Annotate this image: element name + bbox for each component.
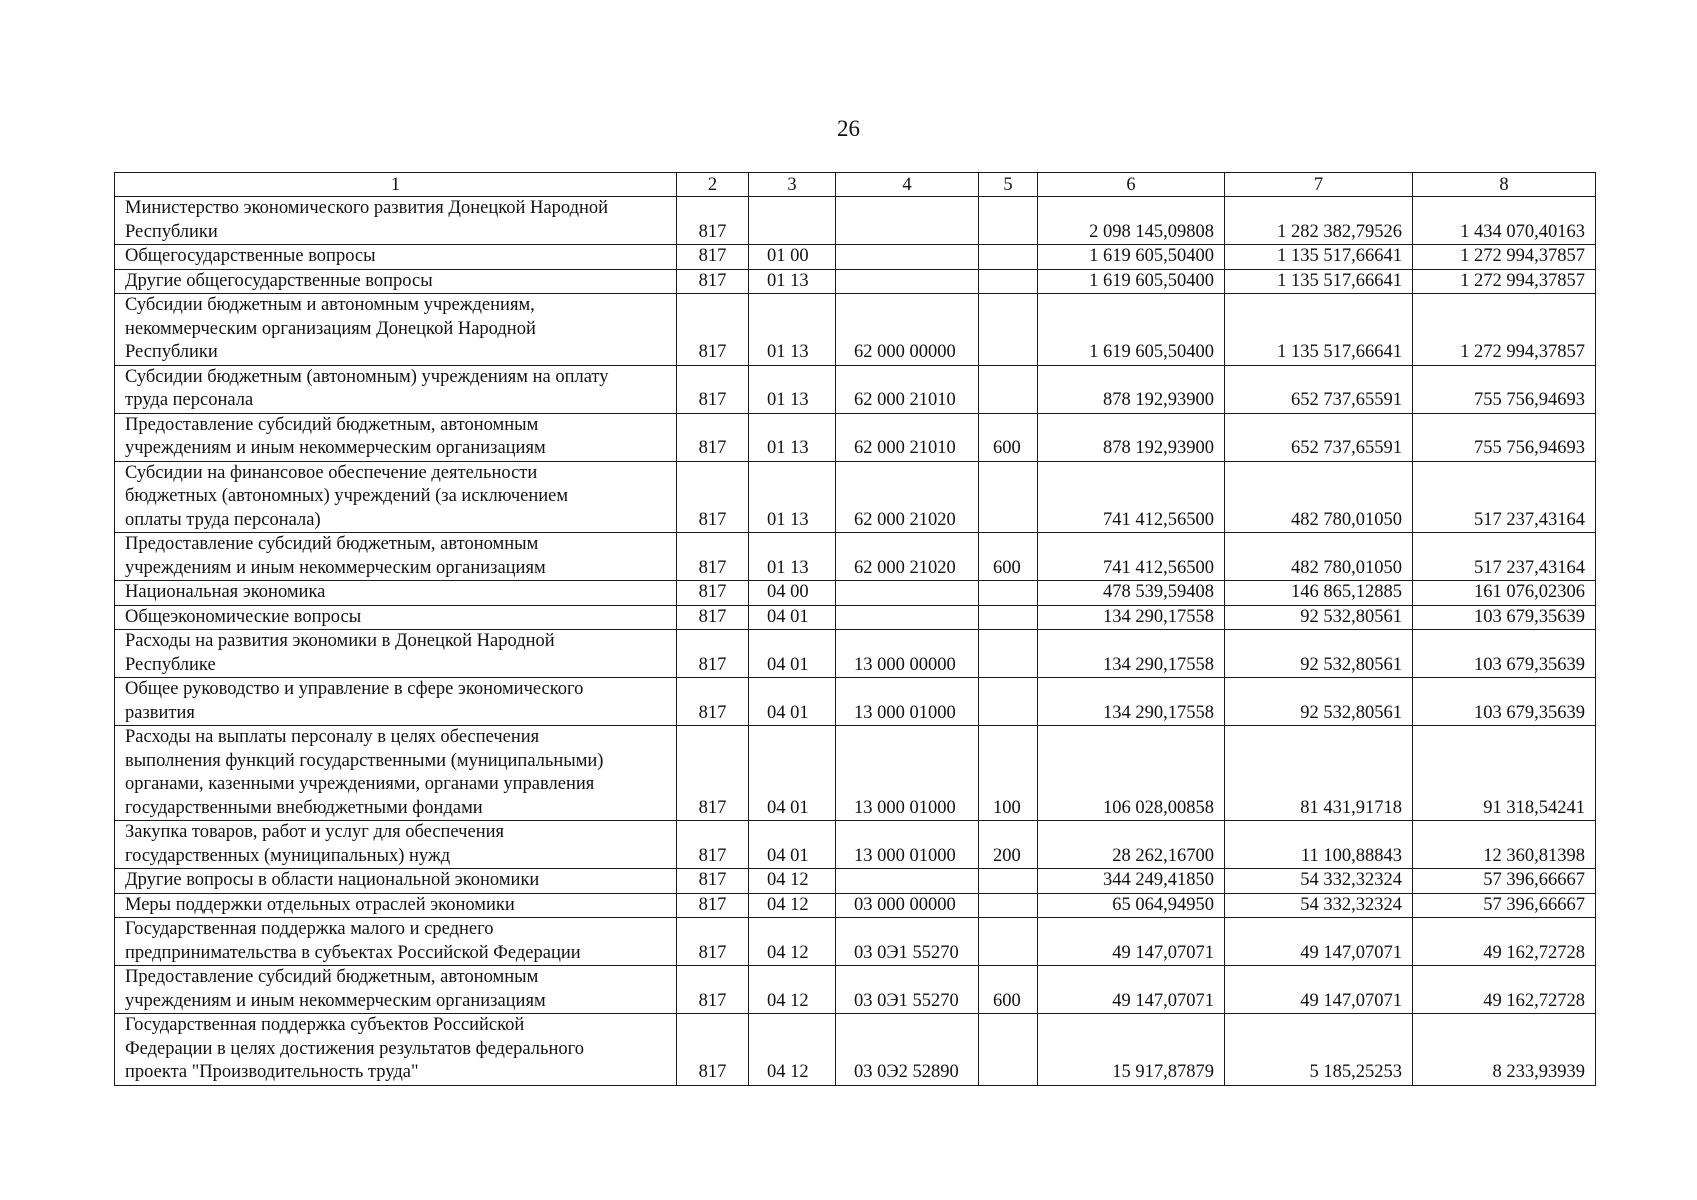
- row-name-line: Государственная поддержка субъектов Российской: [125, 1015, 525, 1035]
- row-name-line: Республики: [125, 221, 218, 242]
- expense-type-code: [979, 461, 1038, 533]
- amount-col-7: 482 780,01050: [1225, 461, 1413, 533]
- row-name: [115, 893, 677, 918]
- table-row: [115, 726, 1596, 821]
- amount-col-7: 49 147,07071: [1225, 966, 1413, 1014]
- amount-col-7: 92 532,80561: [1225, 630, 1413, 678]
- table-body: [115, 197, 1596, 1086]
- section-code: 01 13: [749, 413, 836, 461]
- row-name-line: государственными внебюджетными фондами: [125, 797, 483, 818]
- expense-type-code: 600: [979, 533, 1038, 581]
- table-row: [115, 1014, 1596, 1086]
- row-name-line: Общеэкономические вопросы: [125, 606, 362, 627]
- row-name: [115, 269, 677, 294]
- row-name-line: учреждениям и иным некоммерческим организациям: [125, 557, 546, 578]
- amount-col-7: 1 282 382,79526: [1225, 197, 1413, 245]
- expense-type-code: 600: [979, 966, 1038, 1014]
- row-name-line: органами, казенными учреждениями, органами управления: [125, 774, 595, 794]
- department-code: 817: [677, 197, 749, 245]
- amount-col-6: 741 412,56500: [1038, 533, 1225, 581]
- row-name: [115, 581, 677, 606]
- table-row: [115, 678, 1596, 726]
- target-article-code: [836, 581, 979, 606]
- section-code: 04 12: [749, 966, 836, 1014]
- row-name-line: Меры поддержки отдельных отраслей экономики: [125, 894, 515, 915]
- section-code: 04 01: [749, 605, 836, 630]
- table-row: [115, 245, 1596, 270]
- target-article-code: [836, 245, 979, 270]
- row-name: [115, 461, 677, 533]
- row-name-line: Федерации в целях достижения результатов федерального: [125, 1038, 584, 1059]
- amount-col-8: 161 076,02306: [1413, 581, 1596, 606]
- amount-col-8: 12 360,81398: [1413, 821, 1596, 869]
- department-code: 817: [677, 294, 749, 366]
- table-row: [115, 413, 1596, 461]
- amount-col-8: 1 272 994,37857: [1413, 245, 1596, 270]
- amount-col-6: 134 290,17558: [1038, 678, 1225, 726]
- section-code: 01 13: [749, 269, 836, 294]
- expense-type-code: 600: [979, 413, 1038, 461]
- budget-table: [114, 172, 1596, 1086]
- row-name-line: Общегосударственные вопросы: [125, 246, 376, 266]
- target-article-code: [836, 269, 979, 294]
- expense-type-code: [979, 630, 1038, 678]
- amount-col-8: 57 396,66667: [1413, 893, 1596, 918]
- amount-col-6: 49 147,07071: [1038, 966, 1225, 1014]
- row-name-line: Общее руководство и управление в сфере экономического: [125, 679, 584, 699]
- column-header-3: 3: [749, 173, 836, 197]
- target-article-code: 13 000 00000: [836, 630, 979, 678]
- department-code: 817: [677, 678, 749, 726]
- amount-col-7: 652 737,65591: [1225, 365, 1413, 413]
- amount-col-7: 1 135 517,66641: [1225, 294, 1413, 366]
- row-name: [115, 869, 677, 894]
- row-name-line: Другие вопросы в области национальной экономики: [125, 870, 540, 890]
- expense-type-code: [979, 365, 1038, 413]
- table-row: [115, 365, 1596, 413]
- section-code: 04 01: [749, 678, 836, 726]
- target-article-code: 13 000 01000: [836, 821, 979, 869]
- amount-col-6: 478 539,59408: [1038, 581, 1225, 606]
- department-code: 817: [677, 630, 749, 678]
- amount-col-7: 11 100,88843: [1225, 821, 1413, 869]
- expense-type-code: 100: [979, 726, 1038, 821]
- amount-col-6: 28 262,16700: [1038, 821, 1225, 869]
- table-row: [115, 869, 1596, 894]
- department-code: 817: [677, 605, 749, 630]
- amount-col-8: 103 679,35639: [1413, 630, 1596, 678]
- row-name: [115, 245, 677, 270]
- amount-col-6: 49 147,07071: [1038, 918, 1225, 966]
- row-name: [115, 413, 677, 461]
- row-name-line: Субсидии бюджетным (автономным) учреждениям на оплату: [125, 366, 609, 387]
- table-row: [115, 918, 1596, 966]
- amount-col-7: 146 865,12885: [1225, 581, 1413, 606]
- row-name-line: Государственная поддержка малого и среднего: [125, 919, 494, 939]
- row-name: [115, 294, 677, 366]
- table-row: [115, 630, 1596, 678]
- amount-col-6: 878 192,93900: [1038, 365, 1225, 413]
- expense-type-code: [979, 1014, 1038, 1086]
- department-code: 817: [677, 1014, 749, 1086]
- row-name-line: предпринимательства в субъектах Российской Федерации: [125, 942, 581, 963]
- amount-col-8: 8 233,93939: [1413, 1014, 1596, 1086]
- department-code: 817: [677, 726, 749, 821]
- amount-col-7: 1 135 517,66641: [1225, 245, 1413, 270]
- amount-col-6: 344 249,41850: [1038, 869, 1225, 894]
- expense-type-code: 200: [979, 821, 1038, 869]
- row-name: [115, 365, 677, 413]
- table-row: [115, 294, 1596, 366]
- department-code: 817: [677, 581, 749, 606]
- section-code: 04 01: [749, 630, 836, 678]
- row-name-line: Республике: [125, 654, 216, 675]
- amount-col-8: 755 756,94693: [1413, 413, 1596, 461]
- target-article-code: 62 000 21010: [836, 365, 979, 413]
- amount-col-6: 741 412,56500: [1038, 461, 1225, 533]
- expense-type-code: [979, 605, 1038, 630]
- row-name-line: Предоставление субсидий бюджетным, автономным: [125, 534, 539, 554]
- row-name: [115, 630, 677, 678]
- amount-col-8: 91 318,54241: [1413, 726, 1596, 821]
- target-article-code: 03 0Э2 52890: [836, 1014, 979, 1086]
- amount-col-8: 1 434 070,40163: [1413, 197, 1596, 245]
- amount-col-6: 134 290,17558: [1038, 605, 1225, 630]
- target-article-code: 03 000 00000: [836, 893, 979, 918]
- row-name: [115, 726, 677, 821]
- table-row: [115, 197, 1596, 245]
- department-code: 817: [677, 869, 749, 894]
- row-name: [115, 966, 677, 1014]
- target-article-code: 62 000 21010: [836, 413, 979, 461]
- row-name: [115, 918, 677, 966]
- department-code: 817: [677, 821, 749, 869]
- column-header-1: 1: [115, 173, 677, 197]
- column-header-7: 7: [1225, 173, 1413, 197]
- amount-col-8: 1 272 994,37857: [1413, 269, 1596, 294]
- expense-type-code: [979, 269, 1038, 294]
- row-name: [115, 1014, 677, 1086]
- amount-col-7: 81 431,91718: [1225, 726, 1413, 821]
- row-name-line: оплаты труда персонала): [125, 509, 321, 530]
- table-row: [115, 605, 1596, 630]
- row-name-line: Расходы на развития экономики в Донецкой Народной: [125, 631, 555, 651]
- amount-col-6: 65 064,94950: [1038, 893, 1225, 918]
- expense-type-code: [979, 678, 1038, 726]
- row-name-line: государственных (муниципальных) нужд: [125, 845, 451, 866]
- section-code: 01 13: [749, 365, 836, 413]
- row-name-line: Субсидии на финансовое обеспечение деятельности: [125, 462, 538, 483]
- row-name-line: учреждениям и иным некоммерческим организациям: [125, 990, 546, 1011]
- header-row: [115, 173, 1596, 197]
- section-code: 04 12: [749, 1014, 836, 1086]
- expense-type-code: [979, 294, 1038, 366]
- row-name-line: Предоставление субсидий бюджетным, автономным: [125, 414, 539, 435]
- section-code: 01 13: [749, 533, 836, 581]
- amount-col-7: 5 185,25253: [1225, 1014, 1413, 1086]
- row-name: [115, 533, 677, 581]
- amount-col-8: 103 679,35639: [1413, 678, 1596, 726]
- row-name-line: Министерство экономического развития Донецкой Народной: [125, 198, 609, 218]
- department-code: 817: [677, 918, 749, 966]
- expense-type-code: [979, 869, 1038, 894]
- table-row: [115, 893, 1596, 918]
- section-code: 04 12: [749, 893, 836, 918]
- row-name-line: Субсидии бюджетным и автономным учреждениям,: [125, 295, 535, 315]
- section-code: 04 00: [749, 581, 836, 606]
- expense-type-code: [979, 581, 1038, 606]
- section-code: 04 12: [749, 869, 836, 894]
- amount-col-8: 517 237,43164: [1413, 533, 1596, 581]
- row-name-line: проекта "Производительность труда": [125, 1062, 419, 1082]
- row-name-line: бюджетных (автономных) учреждений (за исключением: [125, 486, 569, 506]
- amount-col-8: 49 162,72728: [1413, 966, 1596, 1014]
- amount-col-8: 49 162,72728: [1413, 918, 1596, 966]
- row-name-line: Предоставление субсидий бюджетным, автономным: [125, 967, 539, 987]
- amount-col-8: 755 756,94693: [1413, 365, 1596, 413]
- amount-col-7: 652 737,65591: [1225, 413, 1413, 461]
- amount-col-6: 1 619 605,50400: [1038, 294, 1225, 366]
- section-code: 04 12: [749, 918, 836, 966]
- target-article-code: 13 000 01000: [836, 678, 979, 726]
- department-code: 817: [677, 461, 749, 533]
- department-code: 817: [677, 365, 749, 413]
- expense-type-code: [979, 197, 1038, 245]
- amount-col-7: 1 135 517,66641: [1225, 269, 1413, 294]
- amount-col-7: 49 147,07071: [1225, 918, 1413, 966]
- amount-col-7: 482 780,01050: [1225, 533, 1413, 581]
- column-header-4: 4: [836, 173, 979, 197]
- target-article-code: 13 000 01000: [836, 726, 979, 821]
- target-article-code: 03 0Э1 55270: [836, 966, 979, 1014]
- target-article-code: 62 000 21020: [836, 533, 979, 581]
- department-code: 817: [677, 966, 749, 1014]
- amount-col-6: 2 098 145,09808: [1038, 197, 1225, 245]
- expense-type-code: [979, 245, 1038, 270]
- department-code: 817: [677, 413, 749, 461]
- row-name-line: труда персонала: [125, 390, 254, 410]
- target-article-code: 03 0Э1 55270: [836, 918, 979, 966]
- column-header-6: 6: [1038, 173, 1225, 197]
- row-name: [115, 678, 677, 726]
- amount-col-6: 106 028,00858: [1038, 726, 1225, 821]
- target-article-code: [836, 605, 979, 630]
- section-code: 04 01: [749, 821, 836, 869]
- table-row: [115, 269, 1596, 294]
- amount-col-7: 54 332,32324: [1225, 869, 1413, 894]
- section-code: [749, 197, 836, 245]
- amount-col-6: 15 917,87879: [1038, 1014, 1225, 1086]
- row-name-line: учреждениям и иным некоммерческим организациям: [125, 438, 546, 458]
- section-code: 01 13: [749, 294, 836, 366]
- table-row: [115, 966, 1596, 1014]
- department-code: 817: [677, 269, 749, 294]
- department-code: 817: [677, 893, 749, 918]
- expense-type-code: [979, 893, 1038, 918]
- amount-col-8: 1 272 994,37857: [1413, 294, 1596, 366]
- row-name: [115, 197, 677, 245]
- row-name: [115, 821, 677, 869]
- row-name-line: Другие общегосударственные вопросы: [125, 270, 433, 291]
- target-article-code: [836, 197, 979, 245]
- amount-col-7: 92 532,80561: [1225, 678, 1413, 726]
- row-name-line: Республики: [125, 342, 218, 362]
- row-name-line: развития: [125, 702, 195, 723]
- target-article-code: 62 000 00000: [836, 294, 979, 366]
- column-header-5: 5: [979, 173, 1038, 197]
- row-name-line: некоммерческим организациям Донецкой Народной: [125, 318, 536, 339]
- department-code: 817: [677, 533, 749, 581]
- section-code: 01 13: [749, 461, 836, 533]
- amount-col-8: 103 679,35639: [1413, 605, 1596, 630]
- row-name-line: Расходы на выплаты персоналу в целях обеспечения: [125, 727, 540, 747]
- row-name: [115, 605, 677, 630]
- amount-col-8: 57 396,66667: [1413, 869, 1596, 894]
- amount-col-6: 134 290,17558: [1038, 630, 1225, 678]
- expense-type-code: [979, 918, 1038, 966]
- section-code: 01 00: [749, 245, 836, 270]
- amount-col-7: 92 532,80561: [1225, 605, 1413, 630]
- section-code: 04 01: [749, 726, 836, 821]
- amount-col-7: 54 332,32324: [1225, 893, 1413, 918]
- row-name-line: Закупка товаров, работ и услуг для обеспечения: [125, 822, 505, 842]
- amount-col-6: 1 619 605,50400: [1038, 269, 1225, 294]
- table-row: [115, 461, 1596, 533]
- column-header-8: 8: [1413, 173, 1596, 197]
- column-header-2: 2: [677, 173, 749, 197]
- target-article-code: 62 000 21020: [836, 461, 979, 533]
- table-row: [115, 821, 1596, 869]
- target-article-code: [836, 869, 979, 894]
- amount-col-6: 878 192,93900: [1038, 413, 1225, 461]
- table-row: [115, 533, 1596, 581]
- department-code: 817: [677, 245, 749, 270]
- page-number: 26: [837, 116, 860, 141]
- amount-col-8: 517 237,43164: [1413, 461, 1596, 533]
- row-name-line: Национальная экономика: [125, 582, 326, 602]
- table-row: [115, 581, 1596, 606]
- amount-col-6: 1 619 605,50400: [1038, 245, 1225, 270]
- row-name-line: выполнения функций государственными (муниципальными): [125, 750, 604, 771]
